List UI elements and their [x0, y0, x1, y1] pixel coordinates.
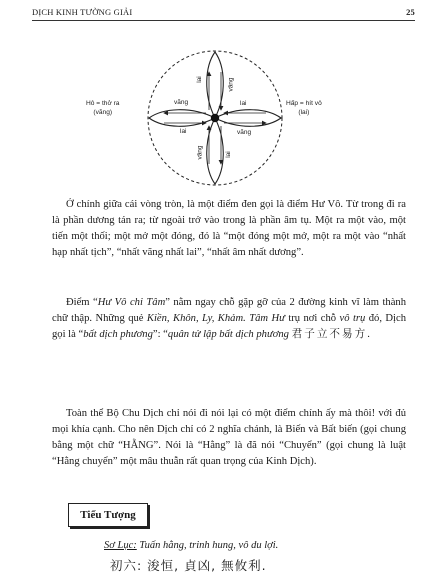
p2-seg-c: ” nằm ngay chỗ gặp gỡ của 2 đường kinh vĩ làm thành chữ thập. Những quẻ — [52, 297, 406, 324]
inhale-label-line-2: (lai) — [298, 109, 310, 116]
hu-vo-center-point — [211, 114, 219, 122]
exhale-label-line-1: Hô = thở ra — [86, 100, 120, 107]
petal-label-bottom-inner: vãng — [196, 145, 204, 160]
exhale-label — [86, 99, 119, 117]
petal-label-right-upper: lai — [240, 100, 247, 107]
exhale-label-line-2: (vãng) — [93, 109, 113, 116]
p2-seg-f: vô trụ — [339, 312, 366, 324]
section-title-box — [68, 503, 148, 527]
petal-right — [215, 110, 281, 127]
paragraph-2-text — [52, 295, 406, 343]
p2-seg-j: quân tử lập bất dịch phương — [167, 328, 289, 340]
p2-seg-d: Kiền, Khôn, Ly, Khảm. Tâm Hư — [146, 312, 285, 324]
p2-seg-b: Hư Vô chi Tâm — [97, 297, 166, 308]
p2-chinese: 君子立不易方 — [291, 327, 368, 340]
petal-label-bottom-outer: lai — [224, 151, 232, 158]
inhale-label — [286, 99, 322, 117]
paragraph-2 — [52, 295, 406, 343]
running-header — [32, 6, 415, 21]
p2-seg-h: bất dịch phương — [83, 328, 153, 340]
petal-label-left-upper: vãng — [174, 99, 189, 106]
petal-label-left-lower: lai — [180, 128, 187, 135]
page-number: 25 — [406, 7, 415, 17]
paragraph-3-text: Toàn thể Bộ Chu Dịch chỉ nói đi nói lại có một điểm chính ấy mà thôi! với đủ mọi khía cạnh. Cho nên Dịch chỉ có 2 nghĩa chánh, là Biến và Bất biến (gọi chung bằng một chữ “HẰNG”. Nói là “Hằng” là đã nói “Chuyển” (gọi chung là luật “Hằng chuyển” một mâu thuẫn rất quan trọng của Kinh Dịch). — [52, 408, 406, 467]
p2-seg-i: ”: “ — [152, 328, 168, 340]
p2-seg-g: đó, Dịch gọi là “ — [52, 312, 407, 340]
p2-seg-e: trụ nơi chỗ — [284, 312, 340, 324]
section-title: Tiểu Tượng — [80, 509, 136, 521]
chinese-line: 初六: 浚恒, 貞凶, 無攸利. — [110, 558, 267, 573]
petal-label-top-inner: lai — [195, 76, 203, 83]
running-title: DỊCH KINH TƯỜNG GIẢI — [32, 7, 133, 17]
diagram-drawing — [0, 20, 437, 195]
petal-left — [149, 110, 215, 127]
p2-seg-l: . — [367, 328, 370, 340]
paragraph-1-text: Ở chính giữa cái vòng tròn, là một điểm đen gọi là điểm Hư Vô. Từ trong đi ra là phần dương tán ra; từ ngoài trở vào trong là phần âm tụ. Một ra một vào, một tiến một thối; một mở một đóng, đó là “một đóng một mở, một ra một vào “nhất hạp nhất tịch”, “nhất vãng nhất lai”, “nhất âm nhất dương”. — [52, 199, 406, 258]
so-luc-text: Tuấn hằng, trinh hung, vô du lợi. — [136, 540, 279, 551]
inhale-label-line-1: Hấp = hít vô — [286, 100, 322, 107]
petal-label-right-lower: vãng — [237, 129, 252, 136]
paragraph-3 — [52, 406, 406, 470]
p2-seg-a: Điểm “ — [66, 297, 98, 308]
paragraph-1 — [52, 197, 406, 261]
breath-circle-diagram — [0, 20, 437, 195]
petal-label-top-outer: vãng — [227, 77, 235, 92]
so-luc-label: Sơ Lục: — [104, 540, 137, 551]
so-luc-line — [104, 540, 278, 551]
